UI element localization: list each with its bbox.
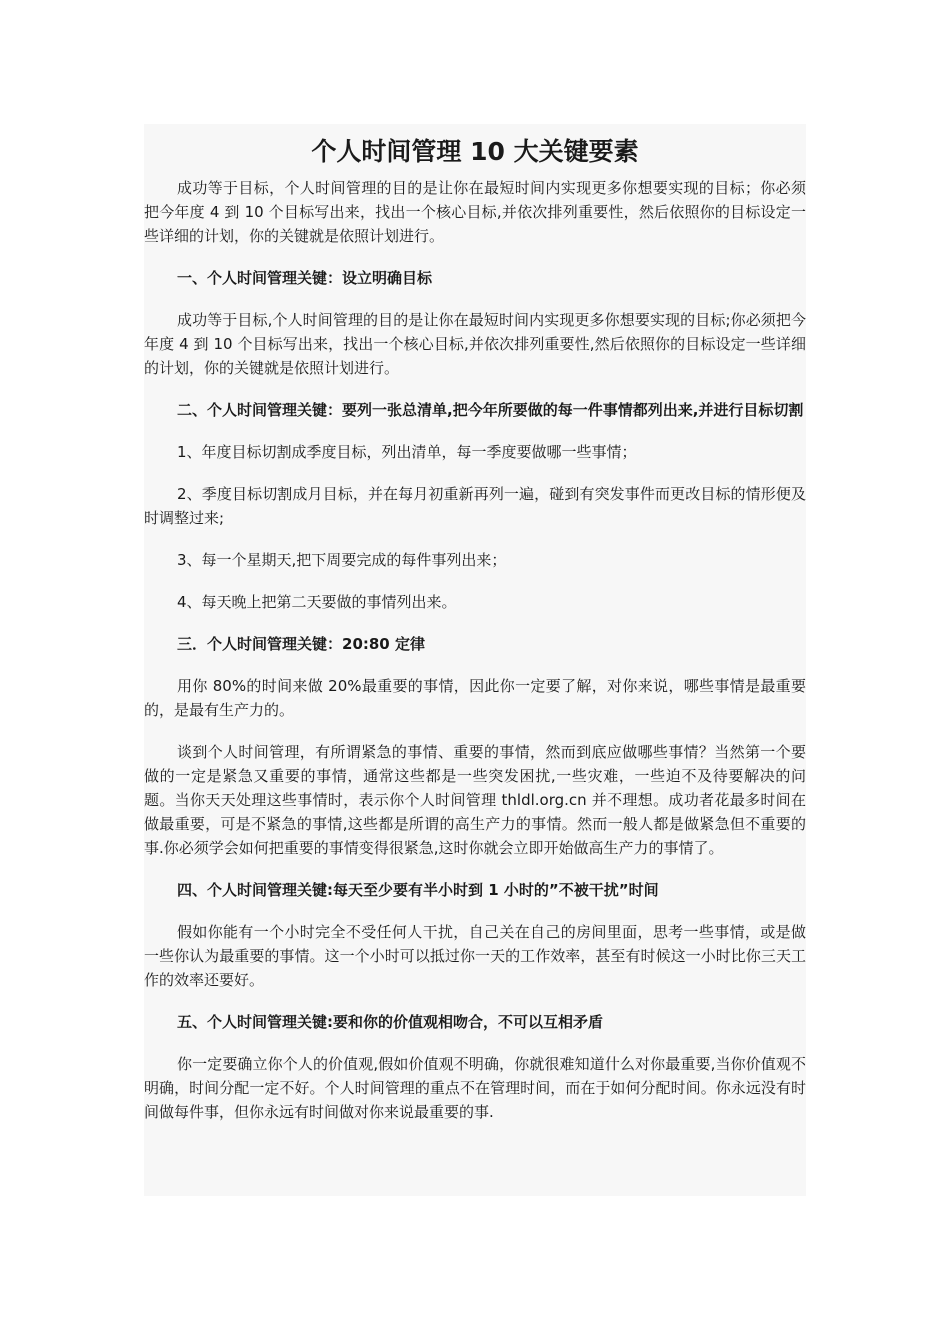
document-title: 个人时间管理 10 大关键要素 (311, 137, 639, 166)
intro-paragraph: 成功等于目标，个人时间管理的目的是让你在最短时间内实现更多你想要实现的目标；你必须把今年度 4 到 10 个目标写出来，找出一个核心目标,并依次排列重要性，然后依照你的目标设定一些详细的计划，你的关键就是依照计划进行。 (144, 179, 806, 245)
section-4-paragraph: 假如你能有一个小时完全不受任何人干扰，自己关在自己的房间里面，思考一些事情，或是做一些你认为最重要的事情。这一个小时可以抵过你一天的工作效率，甚至有时候这一小时比你三天工作的效率还要好。 (144, 923, 806, 989)
section-5-heading: 五、个人时间管理关键:要和你的价值观相吻合，不可以互相矛盾 (177, 1013, 604, 1031)
section-3-paragraph-1: 用你 80%的时间来做 20%最重要的事情，因此你一定要了解，对你来说，哪些事情是最重要的，是最有生产力的。 (144, 677, 806, 719)
section-5-paragraph: 你一定要确立你个人的价值观,假如价值观不明确，你就很难知道什么对你最重要,当你价值观不明确，时间分配一定不好。个人时间管理的重点不在管理时间，而在于如何分配时间。你永远没有时间做每件事，但你永远有时间做对你来说最重要的事. (144, 1055, 806, 1121)
section-2-heading: 二、个人时间管理关键：要列一张总清单,把今年所要做的每一件事情都列出来,并进行目标切割 (177, 401, 804, 419)
section-1-heading: 一、个人时间管理关键：设立明确目标 (177, 269, 433, 287)
document-page (144, 124, 806, 1196)
section-2-item-4: 4、每天晚上把第二天要做的事情列出来。 (177, 593, 457, 611)
section-1-paragraph: 成功等于目标,个人时间管理的目的是让你在最短时间内实现更多你想要实现的目标;你必须把今年度 4 到 10 个目标写出来，找出一个核心目标,并依次排列重要性,然后依照你的目标设定一些详细的计划，你的关键就是依照计划进行。 (144, 311, 806, 377)
section-4-heading: 四、个人时间管理关键:每天至少要有半小时到 1 小时的”不被干扰”时间 (177, 881, 659, 899)
section-3-paragraph-2: 谈到个人时间管理，有所谓紧急的事情、重要的事情，然而到底应做哪些事情？当然第一个要做的一定是紧急又重要的事情，通常这些都是一些突发困扰,一些灾难，一些迫不及待要解决的问题。当你天天处理这些事情时，表示你个人时间管理 thldl.org.cn 并不理想。成功者花最多时间在做最重要，可是不紧急的事情,这些都是所谓的高生产力的事情。然而一般人都是做紧急但不重要的事.你必须学会如何把重要的事情变得很紧急,这时你就会立即开始做高生产力的事情了。 (144, 743, 806, 857)
section-3-heading: 三．个人时间管理关键：20:80 定律 (177, 635, 425, 653)
section-2-item-3: 3、每一个星期天,把下周要完成的每件事列出来； (177, 551, 507, 569)
section-2-item-2: 2、季度目标切割成月目标，并在每月初重新再列一遍，碰到有突发事件而更改目标的情形便及时调整过来; (144, 485, 806, 527)
section-2-item-1: 1、年度目标切割成季度目标，列出清单，每一季度要做哪一些事情； (177, 443, 637, 461)
